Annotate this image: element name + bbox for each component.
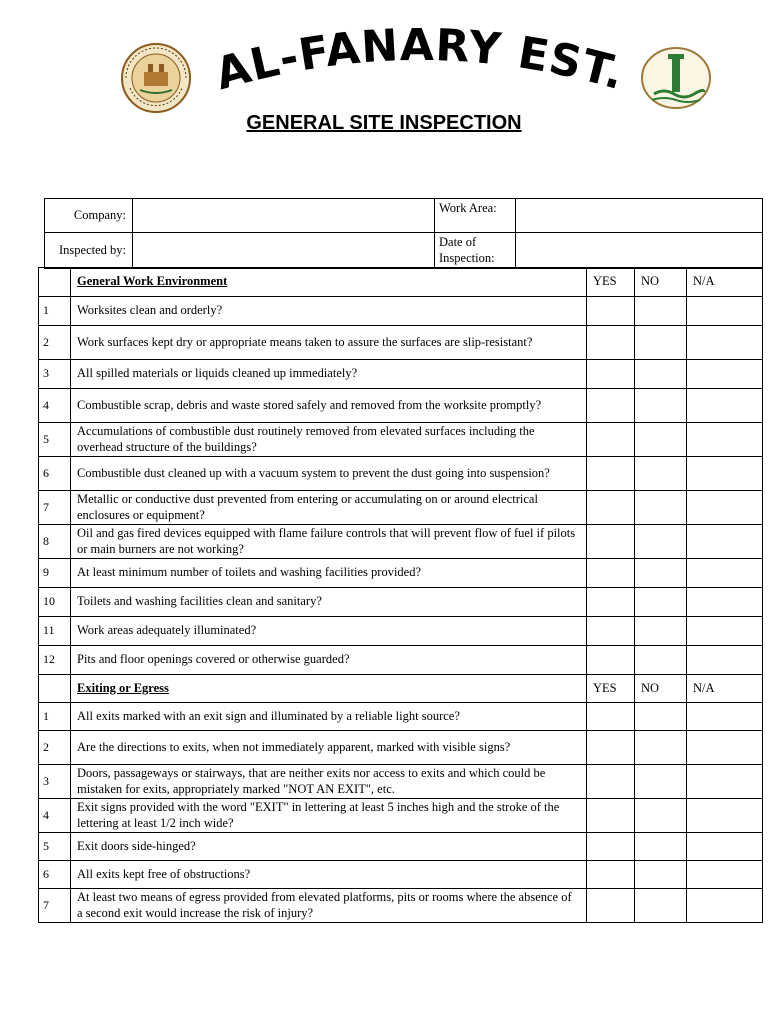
checklist-row	[39, 559, 763, 588]
no-check-cell[interactable]	[635, 389, 687, 423]
yes-check-cell[interactable]	[587, 617, 635, 646]
no-check-cell[interactable]	[635, 646, 687, 675]
section-header-row	[39, 675, 763, 703]
work-area-label: Work Area:	[435, 199, 516, 233]
item-question: Worksites clean and orderly?	[71, 297, 587, 326]
inspected-by-field[interactable]	[133, 233, 435, 269]
checklist-row	[39, 889, 763, 923]
item-question: Combustible dust cleaned up with a vacuum system to prevent the dust going into suspension?	[71, 457, 587, 491]
item-number: 7	[39, 491, 71, 525]
item-number: 5	[39, 423, 71, 457]
yes-check-cell[interactable]	[587, 703, 635, 731]
yes-check-cell[interactable]	[587, 765, 635, 799]
item-number: 6	[39, 861, 71, 889]
company-field[interactable]	[133, 199, 435, 233]
date-of-inspection-field[interactable]	[516, 233, 763, 269]
na-check-cell[interactable]	[687, 799, 763, 833]
company-label: Company:	[45, 199, 133, 233]
item-question: Work areas adequately illuminated?	[71, 617, 587, 646]
na-check-cell[interactable]	[687, 525, 763, 559]
na-check-cell[interactable]	[687, 423, 763, 457]
checklist-row	[39, 703, 763, 731]
na-check-cell[interactable]	[687, 703, 763, 731]
item-question: Doors, passageways or stairways, that are neither exits nor access to exits and which could be mistaken for exits, appropriately marked "NOT AN EXIT", etc.	[71, 765, 587, 799]
checklist-row	[39, 833, 763, 861]
na-check-cell[interactable]	[687, 889, 763, 923]
item-number: 4	[39, 799, 71, 833]
work-area-field[interactable]	[516, 199, 763, 233]
na-check-cell[interactable]	[687, 360, 763, 389]
no-check-cell[interactable]	[635, 297, 687, 326]
svg-text:AL-FANARY EST.: AL-FANARY EST.	[209, 20, 631, 100]
saudi-emblem-logo	[120, 42, 192, 114]
checklist-row	[39, 617, 763, 646]
item-question: At least minimum number of toilets and washing facilities provided?	[71, 559, 587, 588]
item-number: 10	[39, 588, 71, 617]
item-question: Work surfaces kept dry or appropriate means taken to assure the surfaces are slip-resistant?	[71, 326, 587, 360]
inspection-info-table	[44, 198, 763, 269]
checklist-row	[39, 646, 763, 675]
item-question: Exit signs provided with the word "EXIT" in lettering at least 5 inches high and the stroke of the lettering at least 1/2 inch wide?	[71, 799, 587, 833]
no-check-cell[interactable]	[635, 889, 687, 923]
section-num-cell	[39, 268, 71, 297]
checklist-row	[39, 457, 763, 491]
no-check-cell[interactable]	[635, 525, 687, 559]
na-check-cell[interactable]	[687, 326, 763, 360]
item-number: 12	[39, 646, 71, 675]
no-column-header: NO	[635, 268, 687, 297]
yes-check-cell[interactable]	[587, 833, 635, 861]
item-number: 8	[39, 525, 71, 559]
checklist-row	[39, 799, 763, 833]
yes-check-cell[interactable]	[587, 297, 635, 326]
section-title: General Work Environment	[71, 268, 587, 297]
no-column-header: NO	[635, 675, 687, 703]
yes-check-cell[interactable]	[587, 525, 635, 559]
item-question: All spilled materials or liquids cleaned up immediately?	[71, 360, 587, 389]
checklist-row	[39, 389, 763, 423]
no-check-cell[interactable]	[635, 833, 687, 861]
no-check-cell[interactable]	[635, 326, 687, 360]
date-of-inspection-label: Date of Inspection:	[435, 233, 516, 269]
no-check-cell[interactable]	[635, 559, 687, 588]
checklist-row	[39, 326, 763, 360]
no-check-cell[interactable]	[635, 617, 687, 646]
na-check-cell[interactable]	[687, 765, 763, 799]
yes-check-cell[interactable]	[587, 731, 635, 765]
item-number: 6	[39, 457, 71, 491]
section-num-cell	[39, 675, 71, 703]
checklist-row	[39, 731, 763, 765]
no-check-cell[interactable]	[635, 457, 687, 491]
na-check-cell[interactable]	[687, 559, 763, 588]
no-check-cell[interactable]	[635, 491, 687, 525]
na-check-cell[interactable]	[687, 617, 763, 646]
no-check-cell[interactable]	[635, 799, 687, 833]
na-check-cell[interactable]	[687, 389, 763, 423]
na-check-cell[interactable]	[687, 297, 763, 326]
no-check-cell[interactable]	[635, 423, 687, 457]
inspected-by-label: Inspected by:	[45, 233, 133, 269]
checklist-row	[39, 765, 763, 799]
yes-check-cell[interactable]	[587, 559, 635, 588]
na-column-header: N/A	[687, 268, 763, 297]
no-check-cell[interactable]	[635, 861, 687, 889]
na-check-cell[interactable]	[687, 731, 763, 765]
item-question: Exit doors side-hinged?	[71, 833, 587, 861]
item-question: Accumulations of combustible dust routinely removed from elevated surfaces including the overhead structure of the buildings?	[71, 423, 587, 457]
inspection-checklist-table	[38, 267, 763, 923]
item-question: Combustible scrap, debris and waste stored safely and removed from the worksite promptly?	[71, 389, 587, 423]
section-header-row	[39, 268, 763, 297]
item-question: Metallic or conductive dust prevented from entering or accumulating on or around electrical enclosures or equipment?	[71, 491, 587, 525]
item-number: 3	[39, 360, 71, 389]
item-number: 11	[39, 617, 71, 646]
yes-check-cell[interactable]	[587, 326, 635, 360]
yes-check-cell[interactable]	[587, 799, 635, 833]
checklist-row	[39, 423, 763, 457]
checklist-row	[39, 588, 763, 617]
item-question: All exits kept free of obstructions?	[71, 861, 587, 889]
no-check-cell[interactable]	[635, 703, 687, 731]
company-brand-title	[200, 20, 640, 100]
na-check-cell[interactable]	[687, 833, 763, 861]
no-check-cell[interactable]	[635, 588, 687, 617]
na-check-cell[interactable]	[687, 588, 763, 617]
checklist-row	[39, 491, 763, 525]
page-title: GENERAL SITE INSPECTION	[246, 112, 522, 134]
na-column-header: N/A	[687, 675, 763, 703]
no-check-cell[interactable]	[635, 765, 687, 799]
yes-check-cell[interactable]	[587, 360, 635, 389]
yes-check-cell[interactable]	[587, 646, 635, 675]
item-number: 9	[39, 559, 71, 588]
checklist-row	[39, 360, 763, 389]
na-check-cell[interactable]	[687, 457, 763, 491]
item-number: 1	[39, 703, 71, 731]
item-question: Pits and floor openings covered or otherwise guarded?	[71, 646, 587, 675]
yes-column-header: YES	[587, 268, 635, 297]
section-title: Exiting or Egress	[71, 675, 587, 703]
document-header	[0, 0, 768, 110]
yes-check-cell[interactable]	[587, 491, 635, 525]
yes-column-header: YES	[587, 675, 635, 703]
na-check-cell[interactable]	[687, 491, 763, 525]
checklist-row	[39, 297, 763, 326]
yes-check-cell[interactable]	[587, 457, 635, 491]
tower-emblem-logo	[640, 46, 712, 110]
yes-check-cell[interactable]	[587, 389, 635, 423]
item-number: 3	[39, 765, 71, 799]
yes-check-cell[interactable]	[587, 889, 635, 923]
item-number: 5	[39, 833, 71, 861]
checklist-row	[39, 525, 763, 559]
na-check-cell[interactable]	[687, 861, 763, 889]
item-number: 7	[39, 889, 71, 923]
item-question: At least two means of egress provided from elevated platforms, pits or rooms where the absence of a second exit would increase the risk of injury?	[71, 889, 587, 923]
na-check-cell[interactable]	[687, 646, 763, 675]
yes-check-cell[interactable]	[587, 423, 635, 457]
item-number: 1	[39, 297, 71, 326]
item-number: 2	[39, 326, 71, 360]
item-question: Oil and gas fired devices equipped with flame failure controls that will prevent flow of fuel if pilots or main burners are not working?	[71, 525, 587, 559]
no-check-cell[interactable]	[635, 360, 687, 389]
no-check-cell[interactable]	[635, 731, 687, 765]
item-number: 2	[39, 731, 71, 765]
item-question: Toilets and washing facilities clean and sanitary?	[71, 588, 587, 617]
yes-check-cell[interactable]	[587, 588, 635, 617]
item-question: All exits marked with an exit sign and illuminated by a reliable light source?	[71, 703, 587, 731]
item-question: Are the directions to exits, when not immediately apparent, marked with visible signs?	[71, 731, 587, 765]
yes-check-cell[interactable]	[587, 861, 635, 889]
item-number: 4	[39, 389, 71, 423]
checklist-row	[39, 861, 763, 889]
